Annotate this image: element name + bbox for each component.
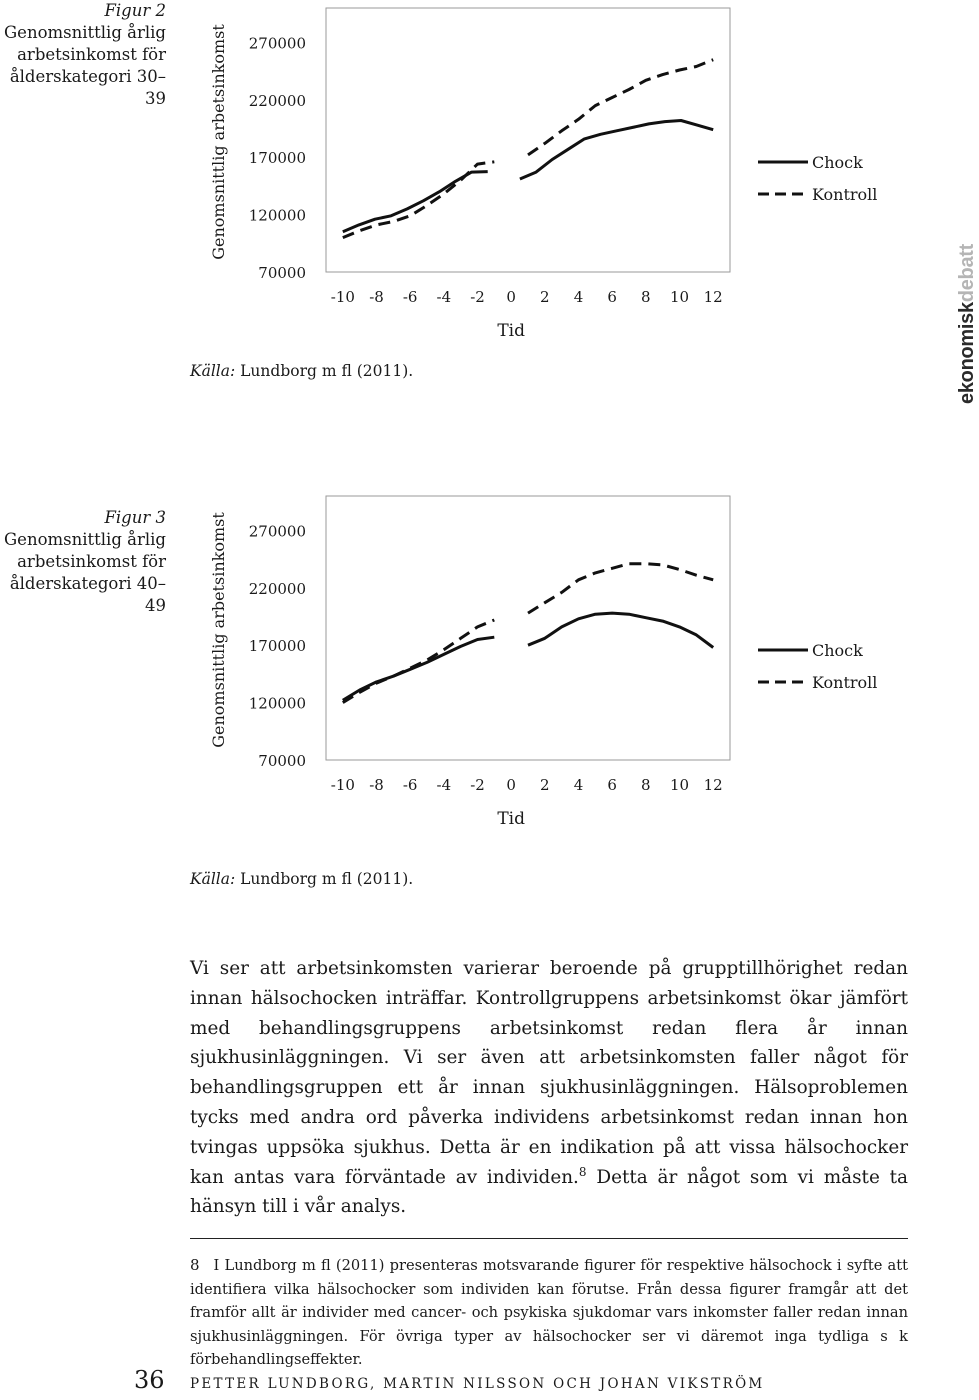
x-tick-label: 0 bbox=[506, 776, 516, 794]
y-tick-label: 270000 bbox=[248, 34, 306, 53]
series-kontroll-line bbox=[528, 60, 713, 155]
figure-3-svg bbox=[180, 488, 950, 848]
y-tick-label: 270000 bbox=[248, 522, 306, 541]
y-tick-label: 120000 bbox=[248, 206, 306, 225]
figure-2-caption-text: Genomsnittlig årlig arbetsinkomst för ålderskategori 30–39 bbox=[4, 23, 166, 108]
running-head-authors: PETTER LUNDBORG, MARTIN NILSSON OCH JOHAN VIKSTRÖM bbox=[190, 1376, 765, 1392]
figure-2-caption bbox=[0, 0, 166, 110]
y-tick-label: 70000 bbox=[258, 752, 306, 770]
footnote bbox=[190, 1254, 908, 1372]
page-number: 36 bbox=[134, 1366, 165, 1394]
legend-label-chock: Chock bbox=[812, 153, 863, 172]
series-chock-line bbox=[520, 121, 713, 180]
x-tick-label: 8 bbox=[641, 288, 651, 306]
y-tick-label: 170000 bbox=[248, 149, 306, 168]
brand-part2: debatt bbox=[956, 244, 978, 303]
series-chock-line bbox=[343, 172, 488, 232]
x-axis-label: Tid bbox=[497, 809, 526, 829]
y-axis-label: Genomsnittlig arbetsinkomst bbox=[209, 24, 228, 260]
footnote-reference: 8 bbox=[578, 1164, 587, 1179]
x-tick-label: 10 bbox=[669, 288, 690, 306]
x-tick-label: 12 bbox=[703, 776, 723, 794]
y-tick-label: 120000 bbox=[248, 694, 306, 713]
x-tick-label: -6 bbox=[402, 288, 418, 306]
x-axis-label: Tid bbox=[497, 321, 526, 341]
y-axis-label: Genomsnittlig arbetsinkomst bbox=[209, 512, 228, 748]
x-tick-label: 12 bbox=[703, 288, 723, 306]
x-tick-label: -2 bbox=[470, 288, 485, 306]
figure-3-label: Figur 3 bbox=[104, 508, 166, 527]
x-tick-label: 2 bbox=[540, 288, 550, 306]
series-kontroll-line bbox=[343, 620, 495, 703]
figure-2-chart bbox=[180, 0, 950, 341]
x-tick-label: -10 bbox=[330, 288, 355, 306]
legend-label-kontroll: Kontroll bbox=[812, 673, 878, 692]
figure-2-label: Figur 2 bbox=[104, 1, 166, 20]
figure-3-source bbox=[190, 870, 413, 888]
body-paragraph-main: Vi ser att arbetsinkomsten varierar beroende på grupptillhörighet redan innan hälsochocken inträffar. Kontrollgruppens arbetsinkomst ökar jämfört med behandlingsgruppens arbetsinkomst redan flera år innan sjukhusinläggningen. Vi ser även att arbetsinkomsten faller något för behandlingsgruppen ett år innan sjukhusinläggningen. Hälsoproblemen tycks med andra ord påverka individens arbetsinkomst redan innan hon tvingas uppsöka sjukhus. Detta är en indikation på att vissa hälsochocker kan antas vara förväntade av individen. bbox=[190, 958, 908, 1188]
figure-3-chart bbox=[180, 488, 950, 829]
figure-3-caption-text: Genomsnittlig årlig arbetsinkomst för ålderskategori 40–49 bbox=[4, 530, 166, 615]
x-tick-label: -2 bbox=[470, 776, 485, 794]
x-tick-label: -6 bbox=[402, 776, 418, 794]
figure-2-svg bbox=[180, 0, 950, 360]
body-paragraph bbox=[190, 954, 908, 1222]
legend-label-kontroll: Kontroll bbox=[812, 185, 878, 204]
x-tick-label: -8 bbox=[369, 288, 384, 306]
x-tick-label: -10 bbox=[330, 776, 355, 794]
x-tick-label: -4 bbox=[436, 776, 452, 794]
x-tick-label: 4 bbox=[573, 776, 584, 794]
brand-logo bbox=[956, 244, 979, 404]
footnote-number: 8 bbox=[190, 1256, 200, 1274]
footnote-divider bbox=[190, 1238, 908, 1239]
x-tick-label: 2 bbox=[540, 776, 550, 794]
figure-3-caption bbox=[0, 507, 166, 617]
x-tick-label: 4 bbox=[573, 288, 584, 306]
x-tick-label: -8 bbox=[369, 776, 384, 794]
plot-frame bbox=[326, 8, 730, 272]
series-chock-line bbox=[343, 637, 495, 700]
y-tick-label: 220000 bbox=[248, 579, 306, 598]
x-tick-label: 8 bbox=[641, 776, 651, 794]
figure-2-source-label: Källa: bbox=[190, 362, 236, 380]
x-tick-label: 6 bbox=[607, 776, 617, 794]
x-tick-label: -4 bbox=[436, 288, 452, 306]
x-tick-label: 6 bbox=[607, 288, 617, 306]
figure-3-source-text: Lundborg m fl (2011). bbox=[240, 870, 414, 888]
legend-label-chock: Chock bbox=[812, 641, 863, 660]
figure-2-source-text: Lundborg m fl (2011). bbox=[240, 362, 414, 380]
x-tick-label: 0 bbox=[506, 288, 516, 306]
y-tick-label: 70000 bbox=[258, 264, 306, 282]
x-tick-label: 10 bbox=[669, 776, 690, 794]
footnote-text: I Lundborg m fl (2011) presenteras motsvarande figurer för respektive hälsochock i syfte att identifiera vilka hälsochocker som individen kan förutse. Från dessa figurer framgår att det framför allt är individer med cancer- och psykiska sjukdomar vars inkomster faller redan innan sjukhusinläggningen. För övriga typer av hälsochocker ser vi däremot inga tydliga s k förbehandlingseffekter. bbox=[190, 1257, 908, 1368]
series-chock-line bbox=[528, 613, 713, 647]
y-tick-label: 220000 bbox=[248, 91, 306, 110]
figure-2-source bbox=[190, 362, 413, 380]
y-tick-label: 170000 bbox=[248, 637, 306, 656]
body-paragraph-end: Detta är något som vi måste ta hänsyn till i vår analys. bbox=[190, 1166, 908, 1218]
series-kontroll-line bbox=[528, 564, 713, 613]
plot-frame bbox=[326, 496, 730, 760]
figure-3-source-label: Källa: bbox=[190, 870, 236, 888]
brand-part1: ekonomisk bbox=[956, 302, 978, 404]
body-text bbox=[190, 954, 908, 1222]
